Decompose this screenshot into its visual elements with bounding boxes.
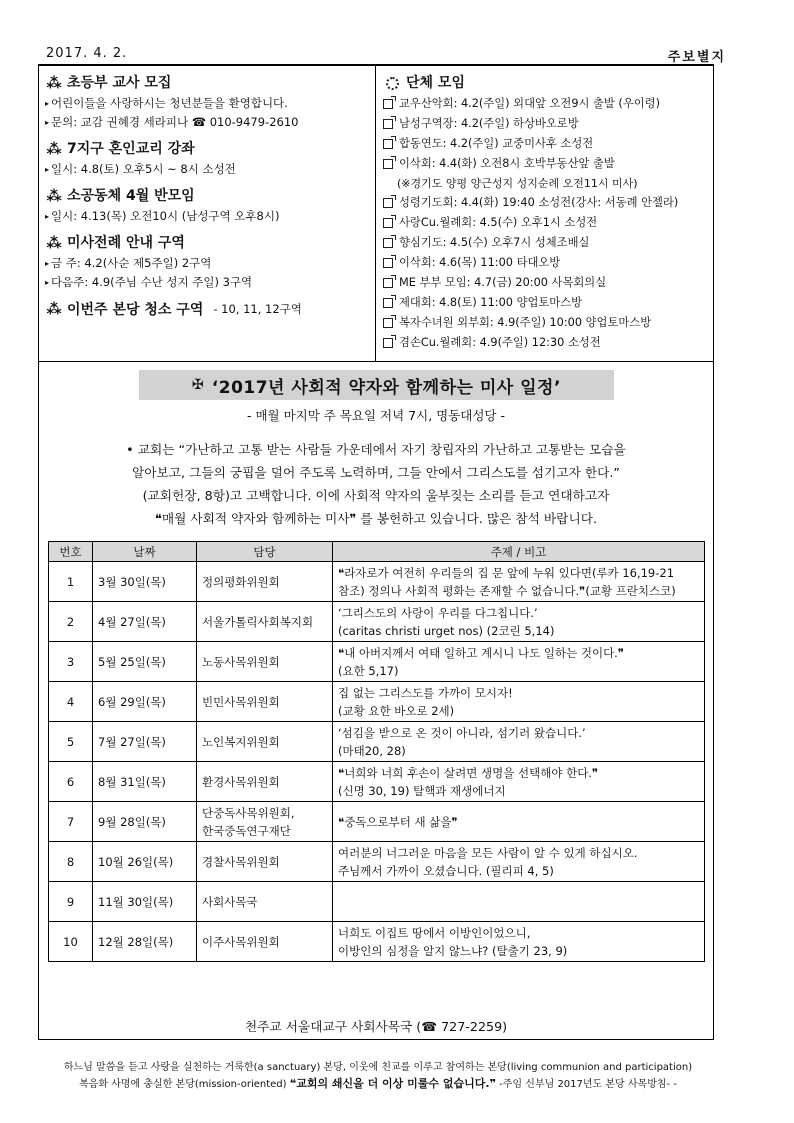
bullet-icon: ▸ (45, 99, 50, 108)
section-line: 어린이들을 사랑하시는 청년분들을 환영합니다. (51, 96, 288, 110)
cell-organizer (197, 762, 333, 802)
mass-schedule-section (39, 362, 713, 1038)
asterism-icon: ⁂ (46, 140, 62, 158)
cell-theme (333, 562, 705, 602)
asterism-icon: ⁂ (46, 74, 62, 92)
group-item-text: 복자수녀원 외부회: 4.9(주일) 10:00 양업토마스방 (399, 315, 652, 329)
cell-theme (333, 722, 705, 762)
table-row (49, 842, 705, 882)
box-icon (383, 278, 393, 288)
theme-line: ❝중독으로부터 새 삶을❞ (338, 814, 458, 829)
theme-line: (마태20, 28) (338, 743, 406, 758)
cell-date: 8월 31일(목) (93, 762, 197, 802)
table-row (49, 722, 705, 762)
notice-area (39, 66, 713, 362)
group-item-text: 교우산악회: 4.2(주일) 외대앞 오전9시 출발 (우이령) (399, 97, 660, 110)
table-header-row (49, 542, 705, 562)
cell-organizer (197, 642, 333, 682)
box-icon (383, 318, 393, 328)
intro-line: • 교회는 “가난하고 고통 받는 사람들 가운데에서 자기 창립자의 가난하고 고통받는 모습을 (126, 442, 626, 457)
group-item (383, 114, 711, 134)
section-title: 7지구 혼인교리 강좌 (67, 141, 195, 157)
cell-date: 12월 28일(목) (93, 922, 197, 962)
table-row (49, 682, 705, 722)
box-icon (383, 119, 393, 129)
group-item-text: 사랑Cu.월례회: 4.5(수) 오후1시 소성전 (399, 216, 598, 230)
schedule-intro (39, 438, 713, 530)
organizer-line: 정의평화위원회 (202, 574, 280, 589)
cell-number: 6 (49, 762, 93, 802)
cell-organizer (197, 922, 333, 962)
asterism-icon: ⁂ (46, 187, 62, 205)
cell-organizer (197, 842, 333, 882)
motto-source: -주임 신부님 2017년도 본당 사목방침- - (496, 1079, 677, 1090)
cell-theme (333, 802, 705, 842)
theme-line: ❝라자로가 여전히 우리들의 집 문 앞에 누워 있다면(루카 16,19-21 (338, 565, 675, 580)
theme-line: 너희도 이집트 땅에서 이방인이었으니, (338, 925, 531, 940)
cell-date: 4월 27일(목) (93, 602, 197, 642)
section-line: 일시: 4.13(목) 오전10시 (남성구역 오후8시) (51, 209, 280, 223)
organizer-line: 이주사목위원회 (202, 934, 280, 949)
header-date: 날짜 (93, 542, 197, 562)
table-row (49, 882, 705, 922)
section-title: 초등부 교사 모집 (67, 75, 172, 91)
box-icon (383, 99, 393, 109)
cell-date: 11월 30일(목) (93, 882, 197, 922)
organizer-line: 한국중독연구재단 (202, 823, 291, 838)
organizer-line: 빈민사목위원회 (202, 694, 280, 709)
cell-theme (333, 882, 705, 922)
organizer-line: 사회사목국 (202, 894, 258, 909)
cell-date: 7월 27일(목) (93, 722, 197, 762)
parish-motto-line1: 하느님 말씀을 듣고 사랑을 실천하는 거룩한(a sanctuary) 본당, 이웃에 친교를 이루고 참여하는 본당(living communion and participation) (63, 1062, 693, 1073)
theme-line: 집 없는 그리스도를 가까이 모시자! (338, 685, 513, 700)
cell-number: 10 (49, 922, 93, 962)
cell-number: 8 (49, 842, 93, 882)
banner-title: ‘2017년 사회적 약자와 함께하는 미사 일정’ (211, 377, 561, 398)
schedule-banner (139, 370, 614, 400)
cell-date: 6월 29일(목) (93, 682, 197, 722)
page-frame (38, 66, 714, 1040)
organizer-line: 노인복지위원회 (202, 734, 280, 749)
theme-line: ‘섬김을 받으로 온 것이 아니라, 섬기러 왔습니다.’ (338, 725, 586, 740)
cell-theme (333, 682, 705, 722)
group-item-text: 합동연도: 4.2(주일) 교중미사후 소성전 (399, 136, 594, 150)
cell-theme (333, 762, 705, 802)
page-date: 2017. 4. 2. (46, 46, 128, 61)
cell-organizer (197, 722, 333, 762)
group-item-text: 이삭회: 4.4(화) 오전8시 호박부동산앞 출발 (399, 156, 615, 170)
group-item-text: 남성구역장: 4.2(주일) 하상바오로방 (399, 116, 579, 130)
left-column (45, 72, 371, 320)
theme-line: (교황 요한 바오로 2세) (338, 703, 455, 718)
schedule-subtitle: - 매월 마지막 주 목요일 저녁 7시, 명동대성당 - (246, 408, 505, 423)
section-line: 다음주: 4.9(주님 수난 성지 주일) 3구역 (51, 275, 253, 289)
section-title: 미사전례 안내 구역 (67, 235, 185, 251)
bullet-icon: ▸ (45, 118, 50, 127)
organizer-line: 환경사목위원회 (202, 774, 280, 789)
cell-date: 5월 25일(목) (93, 642, 197, 682)
group-item-text: 향심기도: 4.5(수) 오후7시 성체조배실 (399, 236, 590, 250)
table-row (49, 922, 705, 962)
cell-organizer (197, 562, 333, 602)
cell-organizer (197, 602, 333, 642)
cell-organizer (197, 682, 333, 722)
header-theme: 주제 / 비고 (333, 542, 705, 562)
group-item-text: 제대회: 4.8(토) 11:00 양업토마스방 (399, 295, 583, 309)
group-item (383, 333, 711, 353)
organizer-line: 노동사목위원회 (202, 654, 280, 669)
cell-number: 9 (49, 882, 93, 922)
group-item-text: ME 부부 모임: 4.7(금) 20:00 사목회의실 (399, 276, 607, 290)
group-item (383, 253, 711, 273)
motto-emphasis: ❝교회의 쇄신을 더 이상 미룰수 없습니다.❞ (289, 1077, 496, 1090)
theme-line: 참조) 정의나 사회적 평화는 존재할 수 없습니다.❞(교황 프란치스코) (338, 583, 676, 598)
cell-number: 4 (49, 682, 93, 722)
intro-line: 알아보고, 그들의 궁핍을 덜어 주도록 노력하며, 그들 안에서 그리스도를 섬기고자 한다.” (132, 465, 620, 480)
cell-date: 3월 30일(목) (93, 562, 197, 602)
box-icon (383, 338, 393, 348)
theme-line: 주님께서 가까이 오셨습니다. (필리피 4, 5) (338, 863, 554, 878)
group-item-text: 이삭회: 4.6(목) 11:00 타대오방 (399, 256, 561, 270)
cross-icon: ✠ (192, 377, 204, 393)
theme-line: (caritas christi urget nos) (2코린 5,14) (338, 623, 555, 638)
box-icon (383, 198, 393, 208)
header-organizer: 담당 (197, 542, 333, 562)
asterism-icon: ⁂ (46, 234, 62, 252)
cell-theme (333, 842, 705, 882)
cell-number: 1 (49, 562, 93, 602)
cell-number: 7 (49, 802, 93, 842)
parish-motto-line2 (38, 1075, 718, 1091)
asterism-icon: ⁂ (46, 300, 62, 318)
theme-line: ❝너희와 너희 후손이 살려면 생명을 선택해야 한다.❞ (338, 765, 599, 780)
bullet-icon: ▸ (45, 259, 50, 268)
group-item (383, 313, 711, 333)
box-icon (383, 139, 393, 149)
table-row (49, 562, 705, 602)
organizer-contact: 천주교 서울대교구 사회사목국 (☎ 727-2259) (244, 1019, 508, 1034)
bulletin-name: 주보별지 (667, 50, 726, 65)
group-item (383, 193, 711, 213)
group-item (383, 213, 711, 233)
bullet-icon: ▸ (45, 278, 50, 287)
header-number: 번호 (49, 542, 93, 562)
section-teacher-recruit (45, 72, 371, 132)
intro-line: (교회헌장, 8항)고 고백합니다. 이에 사회적 약자의 울부짖는 소리를 듣고 연대하고자 (142, 488, 610, 503)
cell-organizer (197, 882, 333, 922)
group-item-text: 성령기도회: 4.4(화) 19:40 소성전(강사: 서동례 안젤라) (399, 196, 679, 210)
group-item (383, 273, 711, 293)
cell-number: 2 (49, 602, 93, 642)
box-icon (383, 298, 393, 308)
cell-theme (333, 922, 705, 962)
section-liturgy-zone (45, 232, 371, 292)
section-cleaning-zone (45, 298, 371, 320)
ring-icon (386, 77, 399, 90)
section-title: 소공동체 4월 반모임 (67, 188, 195, 204)
group-item (383, 134, 711, 154)
group-item-note: (※경기도 양평 양근성지 성지순례 오전11시 미사) (397, 176, 638, 190)
table-row (49, 802, 705, 842)
schedule-table (48, 541, 705, 962)
table-row (49, 602, 705, 642)
group-item (383, 154, 711, 174)
intro-line: ❝매월 사회적 약자와 함께하는 미사❞ 를 봉헌하고 있습니다. 많은 참석 바랍니다. (155, 511, 597, 526)
section-line: 일시: 4.8(토) 오후5시 ~ 8시 소성전 (51, 162, 236, 176)
cell-number: 5 (49, 722, 93, 762)
column-divider (375, 66, 376, 362)
group-item (383, 94, 711, 114)
box-icon (383, 218, 393, 228)
theme-line: ‘그리스도의 사랑이 우리를 다그칩니다.’ (338, 605, 538, 620)
theme-line: ❝내 아버지께서 여태 일하고 계시니 나도 일하는 것이다.❞ (338, 645, 625, 660)
group-item (383, 233, 711, 253)
motto-text: 복음화 사명에 충실한 본당(mission-oriented) (79, 1079, 290, 1090)
box-icon (383, 238, 393, 248)
cell-theme (333, 642, 705, 682)
theme-line: 여러분의 너그러운 마음을 모든 사람이 알 수 있게 하십시오. (338, 845, 638, 860)
box-icon (383, 159, 393, 169)
section-line: 금 주: 4.2(사순 제5주일) 2구역 (51, 256, 212, 270)
organizer-line: 서울가톨릭사회복지회 (202, 614, 314, 629)
right-column (383, 72, 711, 353)
section-line: 문의: 교감 권혜경 세라피나 ☎ 010-9479-2610 (51, 115, 299, 129)
cell-date: 10월 26일(목) (93, 842, 197, 882)
cell-organizer (197, 802, 333, 842)
theme-line: (신명 30, 19) 탈핵과 재생에너지 (338, 783, 506, 798)
table-row (49, 762, 705, 802)
cell-number: 3 (49, 642, 93, 682)
organizer-line: 경찰사목위원회 (202, 854, 280, 869)
group-meeting-title: 단체 모임 (406, 75, 465, 91)
cleaning-value: - 10, 11, 12구역 (213, 302, 302, 316)
cell-theme (333, 602, 705, 642)
bullet-icon: ▸ (45, 165, 50, 174)
theme-line: 이방인의 심정을 알지 않느냐? (탈출기 23, 9) (338, 943, 568, 958)
bullet-icon: ▸ (45, 212, 50, 221)
cell-date: 9월 28일(목) (93, 802, 197, 842)
group-item-text: 겸손Cu.월례회: 4.9(주일) 12:30 소성전 (399, 335, 601, 349)
theme-line: (요한 5,17) (338, 663, 399, 678)
box-icon (383, 258, 393, 268)
organizer-line: 단중독사목위원회, (202, 805, 295, 820)
table-row (49, 642, 705, 682)
section-community-meeting (45, 185, 371, 226)
section-title: 이번주 본당 청소 구역 (67, 302, 204, 318)
group-item (383, 293, 711, 313)
section-marriage-class (45, 138, 371, 179)
